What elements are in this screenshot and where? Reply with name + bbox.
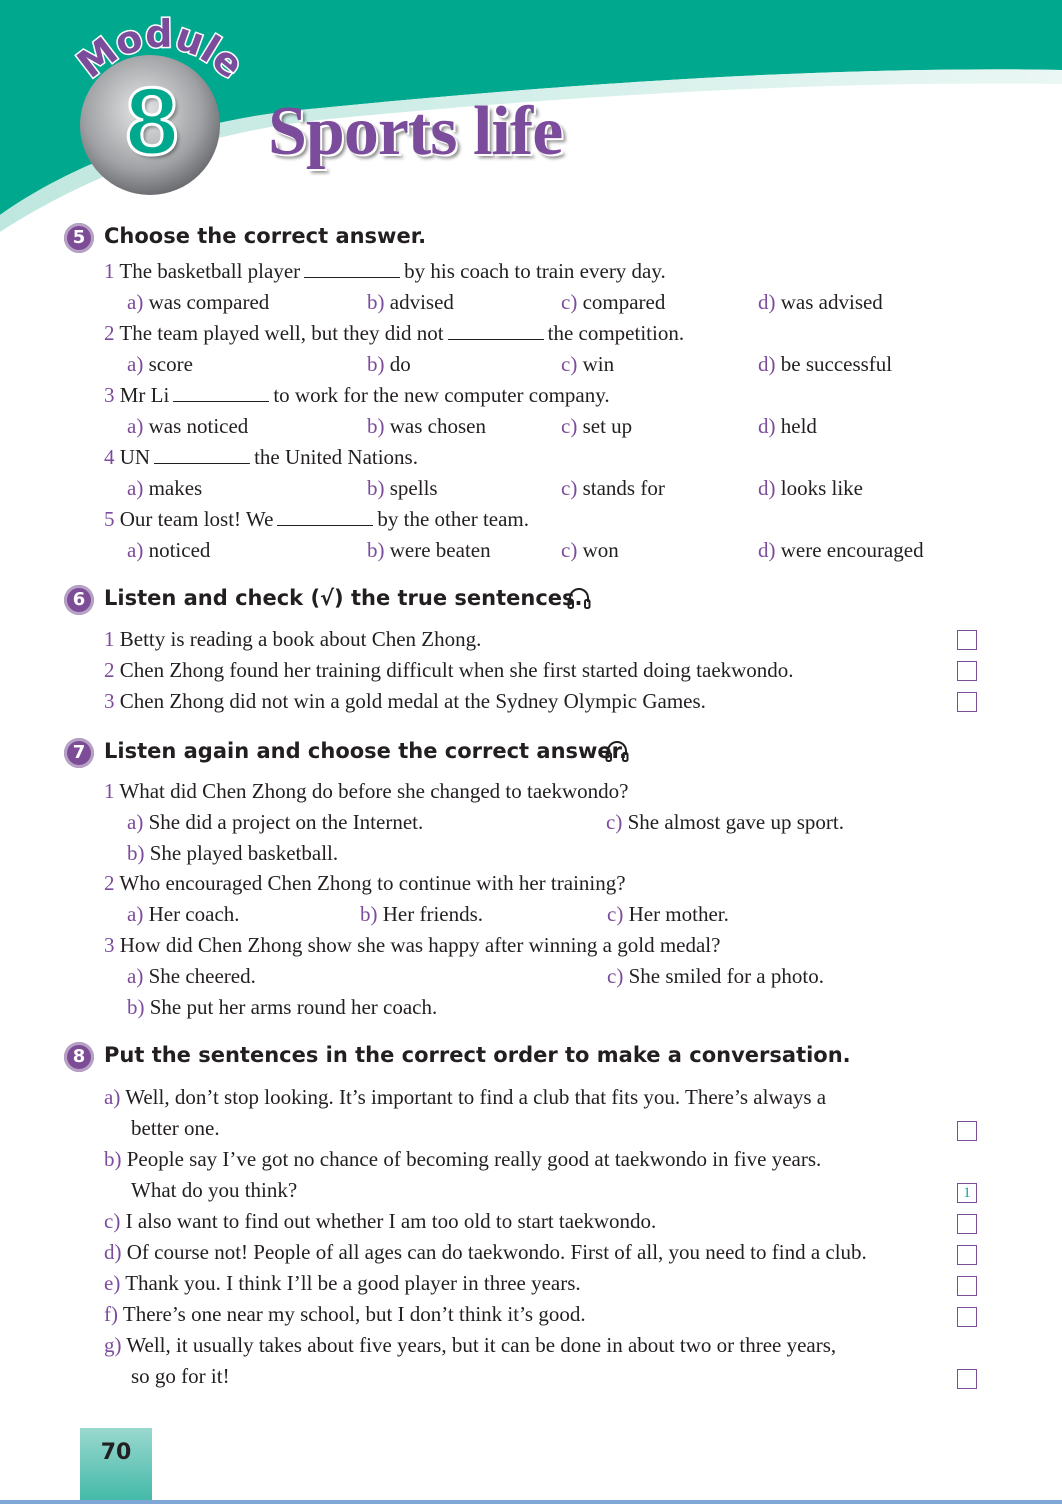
- section-7-instruction: Listen again and choose the correct answer.: [104, 739, 628, 763]
- answer-option: [127, 537, 210, 563]
- option-letter: c): [561, 538, 578, 562]
- order-box[interactable]: [957, 1276, 977, 1296]
- statement-line: [104, 626, 481, 652]
- question-line: [104, 258, 666, 284]
- headphones-icon: [604, 739, 630, 765]
- sentence-text: I also want to find out whether I am too old to start taekwondo.: [125, 1209, 657, 1233]
- option-text: were beaten: [389, 538, 491, 562]
- option-text: held: [780, 414, 817, 438]
- answer-option: [758, 537, 924, 563]
- order-box[interactable]: [957, 1121, 977, 1141]
- sentence-continuation: so go for it!: [131, 1364, 230, 1388]
- option-letter: d): [758, 414, 776, 438]
- sentence-text: There’s one near my school, but I don’t think it’s good.: [122, 1302, 586, 1326]
- question-text-start: Mr Li: [119, 383, 170, 407]
- answer-option: [127, 963, 256, 989]
- question-line: [104, 932, 720, 958]
- statement-line: [104, 657, 794, 683]
- conversation-line: [104, 1239, 867, 1265]
- option-text: was noticed: [148, 414, 249, 438]
- answer-option: [758, 289, 883, 315]
- option-text: stands for: [582, 476, 665, 500]
- check-box[interactable]: [957, 692, 977, 712]
- conversation-line: [104, 1146, 821, 1172]
- question-text-end: the competition.: [547, 321, 685, 345]
- answer-option: [367, 413, 486, 439]
- option-text: makes: [148, 476, 203, 500]
- question-number: 2: [104, 871, 115, 895]
- answer-option: [127, 475, 202, 501]
- sentence-letter: d): [104, 1240, 122, 1264]
- option-letter: a): [127, 902, 144, 926]
- sentence-letter: e): [104, 1271, 121, 1295]
- statement-number: 1: [104, 627, 115, 651]
- option-text: She almost gave up sport.: [627, 810, 844, 834]
- conversation-line: [104, 1084, 826, 1110]
- option-text: She did a project on the Internet.: [148, 810, 424, 834]
- answer-option: [127, 351, 193, 377]
- option-letter: c): [607, 902, 624, 926]
- option-text: was compared: [148, 290, 270, 314]
- option-letter: a): [127, 476, 144, 500]
- option-text: She played basketball.: [149, 841, 339, 865]
- question-text: Who encouraged Chen Zhong to continue with her training?: [119, 871, 626, 895]
- answer-option: [367, 475, 438, 501]
- statement-text: Chen Zhong found her training difficult when she first started doing taekwondo.: [119, 658, 794, 682]
- question-text-end: by the other team.: [377, 507, 530, 531]
- option-text: looks like: [780, 476, 863, 500]
- option-text: Her mother.: [628, 902, 729, 926]
- option-text: spells: [389, 476, 438, 500]
- option-text: compared: [582, 290, 666, 314]
- answer-option: [561, 475, 665, 501]
- option-text: won: [582, 538, 619, 562]
- sentence-continuation: better one.: [131, 1116, 220, 1140]
- question-line: [104, 320, 684, 346]
- question-text: How did Chen Zhong show she was happy after winning a gold medal?: [119, 933, 721, 957]
- conversation-line: [104, 1332, 836, 1358]
- svg-text:Module: Module: [69, 12, 252, 87]
- statement-line: [104, 688, 706, 714]
- option-letter: a): [127, 964, 144, 988]
- option-text: were encouraged: [780, 538, 924, 562]
- check-box[interactable]: [957, 661, 977, 681]
- answer-option: [607, 901, 729, 927]
- check-box[interactable]: [957, 630, 977, 650]
- question-number: 3: [104, 383, 115, 407]
- answer-option: [561, 413, 632, 439]
- option-letter: b): [127, 995, 145, 1019]
- option-text: Her coach.: [148, 902, 240, 926]
- option-letter: b): [367, 476, 385, 500]
- section-8-instruction: Put the sentences in the correct order to make a conversation.: [104, 1043, 851, 1067]
- answer-option: [127, 289, 269, 315]
- option-letter: b): [360, 902, 378, 926]
- conversation-line: [104, 1270, 581, 1296]
- option-letter: d): [758, 352, 776, 376]
- question-line: [104, 382, 610, 408]
- option-text: score: [148, 352, 193, 376]
- option-letter: c): [606, 810, 623, 834]
- sentence-text: Well, it usually takes about five years, but it can be done in about two or three years,: [126, 1333, 837, 1357]
- answer-option: [607, 963, 824, 989]
- question-number: 1: [104, 259, 115, 283]
- section-5-badge: 5: [64, 223, 94, 253]
- option-letter: c): [561, 352, 578, 376]
- order-box[interactable]: [957, 1245, 977, 1265]
- answer-option: [561, 351, 614, 377]
- answer-blank: [277, 507, 373, 526]
- sentence-letter: c): [104, 1209, 121, 1233]
- statement-text: Chen Zhong did not win a gold medal at the Sydney Olympic Games.: [119, 689, 706, 713]
- order-box[interactable]: [957, 1307, 977, 1327]
- section-7-badge: 7: [64, 738, 94, 768]
- option-letter: a): [127, 414, 144, 438]
- option-letter: c): [561, 414, 578, 438]
- statement-text: Betty is reading a book about Chen Zhong.: [119, 627, 482, 651]
- option-letter: a): [127, 352, 144, 376]
- answer-option: [758, 475, 863, 501]
- option-letter: d): [758, 476, 776, 500]
- option-text: advised: [389, 290, 454, 314]
- question-number: 2: [104, 321, 115, 345]
- option-letter: d): [758, 538, 776, 562]
- option-letter: b): [367, 538, 385, 562]
- sentence-continuation: What do you think?: [131, 1178, 298, 1202]
- option-text: noticed: [148, 538, 211, 562]
- option-letter: a): [127, 538, 144, 562]
- option-letter: a): [127, 810, 144, 834]
- option-letter: c): [561, 290, 578, 314]
- section-6-badge: 6: [64, 585, 94, 615]
- section-5-instruction: Choose the correct answer.: [104, 224, 427, 248]
- sentence-text: Thank you. I think I’ll be a good player in three years.: [125, 1271, 581, 1295]
- question-text-start: UN: [119, 445, 151, 469]
- option-text: do: [389, 352, 411, 376]
- question-number: 4: [104, 445, 115, 469]
- question-number: 1: [104, 779, 115, 803]
- conversation-line: [104, 1301, 586, 1327]
- option-letter: b): [367, 414, 385, 438]
- headphones-icon: [566, 586, 592, 612]
- question-line: [104, 870, 626, 896]
- answer-option: [127, 994, 437, 1020]
- conversation-line: [104, 1208, 656, 1234]
- order-box[interactable]: [957, 1214, 977, 1234]
- answer-option: [127, 413, 248, 439]
- option-text: She smiled for a photo.: [628, 964, 824, 988]
- question-text-start: Our team lost! We: [119, 507, 274, 531]
- option-letter: a): [127, 290, 144, 314]
- answer-option: [758, 351, 892, 377]
- question-text-start: The basketball player: [119, 259, 301, 283]
- answer-blank: [154, 445, 250, 464]
- bottom-rule: [0, 1500, 1062, 1504]
- answer-option: [127, 840, 338, 866]
- option-letter: c): [561, 476, 578, 500]
- question-text-end: by his coach to train every day.: [404, 259, 666, 283]
- sentence-letter: a): [104, 1085, 121, 1109]
- sentence-text: Well, don’t stop looking. It’s important to find a club that fits you. There’s always a: [125, 1085, 827, 1109]
- sentence-letter: f): [104, 1302, 118, 1326]
- order-box[interactable]: [957, 1369, 977, 1389]
- sentence-letter: g): [104, 1333, 122, 1357]
- option-letter: b): [367, 352, 385, 376]
- answer-option: [127, 901, 240, 927]
- option-letter: b): [367, 290, 385, 314]
- option-letter: b): [127, 841, 145, 865]
- statement-number: 2: [104, 658, 115, 682]
- section-6-instruction: Listen and check (√) the true sentences.: [104, 586, 583, 610]
- answer-option: [606, 809, 844, 835]
- question-line: [104, 444, 418, 470]
- question-text: What did Chen Zhong do before she changed to taekwondo?: [119, 779, 629, 803]
- answer-option: [127, 809, 423, 835]
- question-number: 3: [104, 933, 115, 957]
- sentence-letter: b): [104, 1147, 122, 1171]
- question-line: [104, 506, 529, 532]
- statement-number: 3: [104, 689, 115, 713]
- answer-option: [561, 537, 619, 563]
- option-text: win: [582, 352, 615, 376]
- question-text-end: to work for the new computer company.: [273, 383, 610, 407]
- question-line: [104, 778, 628, 804]
- answer-option: [367, 351, 411, 377]
- sentence-text: People say I’ve got no chance of becoming really good at taekwondo in five years.: [126, 1147, 822, 1171]
- option-letter: d): [758, 290, 776, 314]
- page-number: 70: [100, 1440, 132, 1465]
- answer-option: [758, 413, 817, 439]
- answer-blank: [173, 383, 269, 402]
- sentence-text: Of course not! People of all ages can do taekwondo. First of all, you need to find a club.: [126, 1240, 867, 1264]
- option-text: She put her arms round her coach.: [149, 995, 438, 1019]
- option-text: set up: [582, 414, 633, 438]
- option-text: was advised: [780, 290, 883, 314]
- option-text: be successful: [780, 352, 893, 376]
- section-8-badge: 8: [64, 1042, 94, 1072]
- answer-blank: [304, 259, 400, 278]
- order-box[interactable]: 1: [957, 1183, 977, 1203]
- answer-option: [561, 289, 665, 315]
- answer-option: [367, 289, 454, 315]
- option-letter: c): [607, 964, 624, 988]
- answer-option: [367, 537, 491, 563]
- page-title: Sports life: [268, 93, 563, 170]
- answer-option: [360, 901, 483, 927]
- option-text: Her friends.: [382, 902, 484, 926]
- question-number: 5: [104, 507, 115, 531]
- option-text: was chosen: [389, 414, 486, 438]
- question-text-start: The team played well, but they did not: [119, 321, 444, 345]
- option-text: She cheered.: [148, 964, 256, 988]
- question-text-end: the United Nations.: [254, 445, 418, 469]
- module-number: 8: [125, 68, 179, 175]
- answer-blank: [448, 321, 544, 340]
